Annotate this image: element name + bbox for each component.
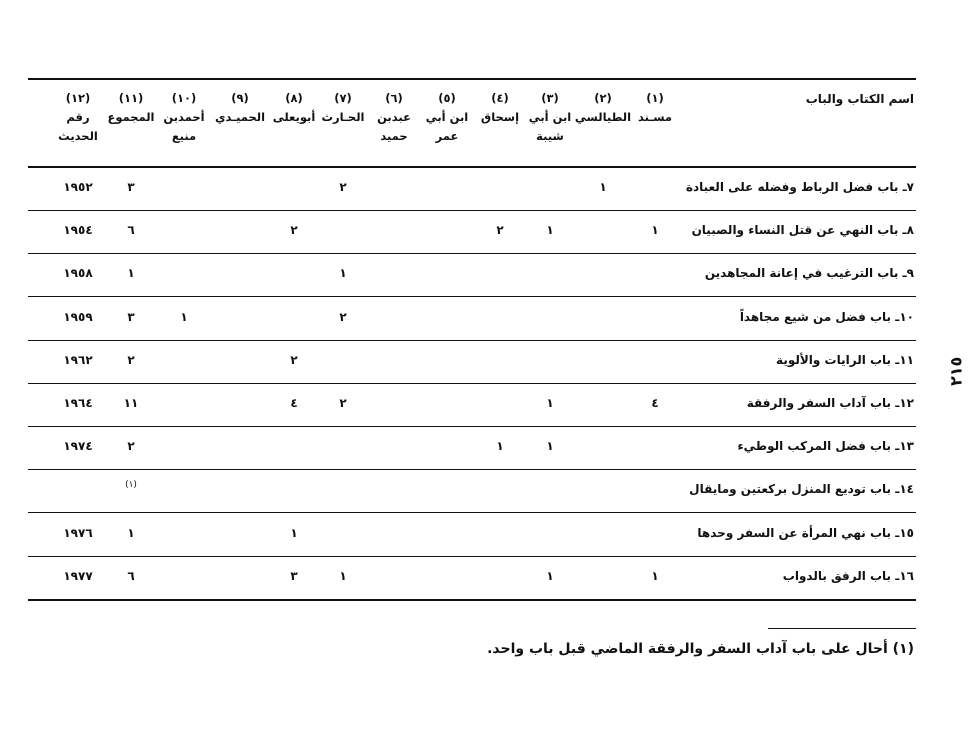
table-cell: ١ xyxy=(290,525,298,540)
table-cell: ٢ xyxy=(127,439,135,454)
column-number: (١١) xyxy=(118,91,144,105)
row-title: ١٤ـ باب توديع المنزل بركعتين ومايقال xyxy=(689,482,914,497)
row-rule xyxy=(28,210,916,211)
row-rule xyxy=(28,426,916,427)
table-cell: ٦ xyxy=(127,223,135,238)
column-header-10 xyxy=(153,89,215,146)
table-cell: ٢ xyxy=(339,396,347,410)
column-number: (١٠) xyxy=(171,91,197,105)
column-header-2 xyxy=(572,89,634,127)
column-number: (٦) xyxy=(385,91,403,105)
column-header-11 xyxy=(100,89,162,127)
table-cell: ١ xyxy=(180,309,188,324)
table-cell: ١٩٦٤ xyxy=(63,396,93,410)
table-cell: ١٩٧٤ xyxy=(63,439,93,454)
footnote-rule xyxy=(768,628,916,629)
table-cell: ١ xyxy=(546,439,554,454)
table-cell: ٣ xyxy=(127,309,135,324)
row-title: ٨ـ باب النهي عن قتل النساء والصبيان xyxy=(691,223,914,238)
column-number: (١) xyxy=(646,91,664,105)
row-rule xyxy=(28,296,916,297)
table-cell: ١٩٥٢ xyxy=(63,180,93,194)
row-title: ٧ـ باب فضل الرباط وفضله على العبادة xyxy=(685,180,914,194)
table-cell: ٢ xyxy=(290,352,298,367)
table-cell: ٦ xyxy=(127,568,135,583)
table-cell: ١ xyxy=(127,266,135,281)
table-cell: ١ xyxy=(546,396,554,410)
column-number: (٥) xyxy=(438,91,456,105)
row-rule xyxy=(28,383,916,384)
table-cell: ١٩٧٦ xyxy=(63,525,93,540)
table-cell: ١ xyxy=(651,223,659,238)
column-name: ابن أبي شيبة xyxy=(528,110,572,143)
table-cell: ١٩٦٢ xyxy=(63,352,93,367)
table-cell: ٢ xyxy=(339,309,347,324)
table-cell: ١٩٥٨ xyxy=(63,266,93,281)
row-title: ١٦ـ باب الرفق بالدواب xyxy=(782,568,914,583)
table-cell: ١ xyxy=(496,439,504,454)
table-top-rule xyxy=(28,78,916,80)
table-cell: ١ xyxy=(339,568,347,583)
column-name: الحميـدي xyxy=(214,110,266,124)
page-number: ٢١٥ xyxy=(946,356,966,386)
row-title: ٩ـ باب الترغيب في إعانة المجاهدين xyxy=(704,266,914,281)
header-bottom-rule xyxy=(28,166,916,168)
column-header-12 xyxy=(47,89,109,146)
column-number: (٨) xyxy=(285,91,303,105)
table-cell: ١٩٥٩ xyxy=(63,309,93,324)
table-cell: ١٩٧٧ xyxy=(63,568,93,583)
column-number: (٣) xyxy=(541,91,559,105)
column-name: رقم الحديث xyxy=(58,110,98,143)
table-cell: ٢ xyxy=(127,352,135,367)
column-header-8 xyxy=(263,89,325,127)
column-name: ابن أبي عمر xyxy=(425,110,469,143)
column-number: (١٢) xyxy=(65,91,91,105)
row-rule xyxy=(28,556,916,557)
table-cell: ١ xyxy=(651,568,659,583)
table-cell: ٣ xyxy=(127,180,135,194)
row-rule xyxy=(28,340,916,341)
column-header-4 xyxy=(469,89,531,127)
table-cell: ٢ xyxy=(290,223,298,238)
column-name: الطيالسي xyxy=(574,110,632,124)
table-cell: ١٩٥٤ xyxy=(63,223,93,238)
row-rule xyxy=(28,253,916,254)
column-name: إسحاق xyxy=(480,110,520,124)
column-name: مسـند xyxy=(637,110,673,124)
row-rule xyxy=(28,512,916,513)
column-number: (٩) xyxy=(231,91,249,105)
column-header-5 xyxy=(416,89,478,146)
table-cell: ١ xyxy=(339,266,347,281)
row-title: ١٥ـ باب نهي المرأة عن السفر وحدها xyxy=(697,525,914,540)
row-title: ١٢ـ باب آداب السفر والرفقة xyxy=(746,396,914,410)
table-cell: ٢ xyxy=(339,180,347,194)
row-title: ١٣ـ باب فضل المركب الوطيء xyxy=(737,439,914,454)
row-title: ١٠ـ باب فضل من شيع مجاهداً xyxy=(739,309,914,324)
column-header-9 xyxy=(209,89,271,127)
footnote: (١) أحال على باب آداب السفر والرفقة الماضي قبل باب واحد. xyxy=(487,641,914,657)
column-number: (٢) xyxy=(594,91,612,105)
footnote-mark: (١) xyxy=(125,480,137,491)
column-name: الحـارث xyxy=(321,110,365,124)
column-name: عبدبن حميد xyxy=(377,110,411,143)
row-rule xyxy=(28,469,916,470)
column-name: أبويعلى xyxy=(272,110,316,124)
row-rule xyxy=(28,599,916,601)
row-title: ١١ـ باب الرايات والألوية xyxy=(776,352,914,367)
table-cell: ٤ xyxy=(651,396,659,410)
table-cell: ١ xyxy=(546,223,554,238)
column-number: (٧) xyxy=(334,91,352,105)
table-cell: ١ xyxy=(546,568,554,583)
column-name: أحمدبن منيع xyxy=(163,110,205,143)
table-cell: ٣ xyxy=(290,568,298,583)
table-cell: ١ xyxy=(599,180,607,194)
column-name: المجموع xyxy=(107,110,155,124)
table-cell: ١١ xyxy=(123,396,139,410)
column-number: (٤) xyxy=(491,91,509,105)
table-cell: ٢ xyxy=(496,223,504,238)
title-column-header: اسم الكتاب والباب xyxy=(805,92,914,106)
table-cell: ١ xyxy=(127,525,135,540)
table-cell: ٤ xyxy=(290,396,298,410)
